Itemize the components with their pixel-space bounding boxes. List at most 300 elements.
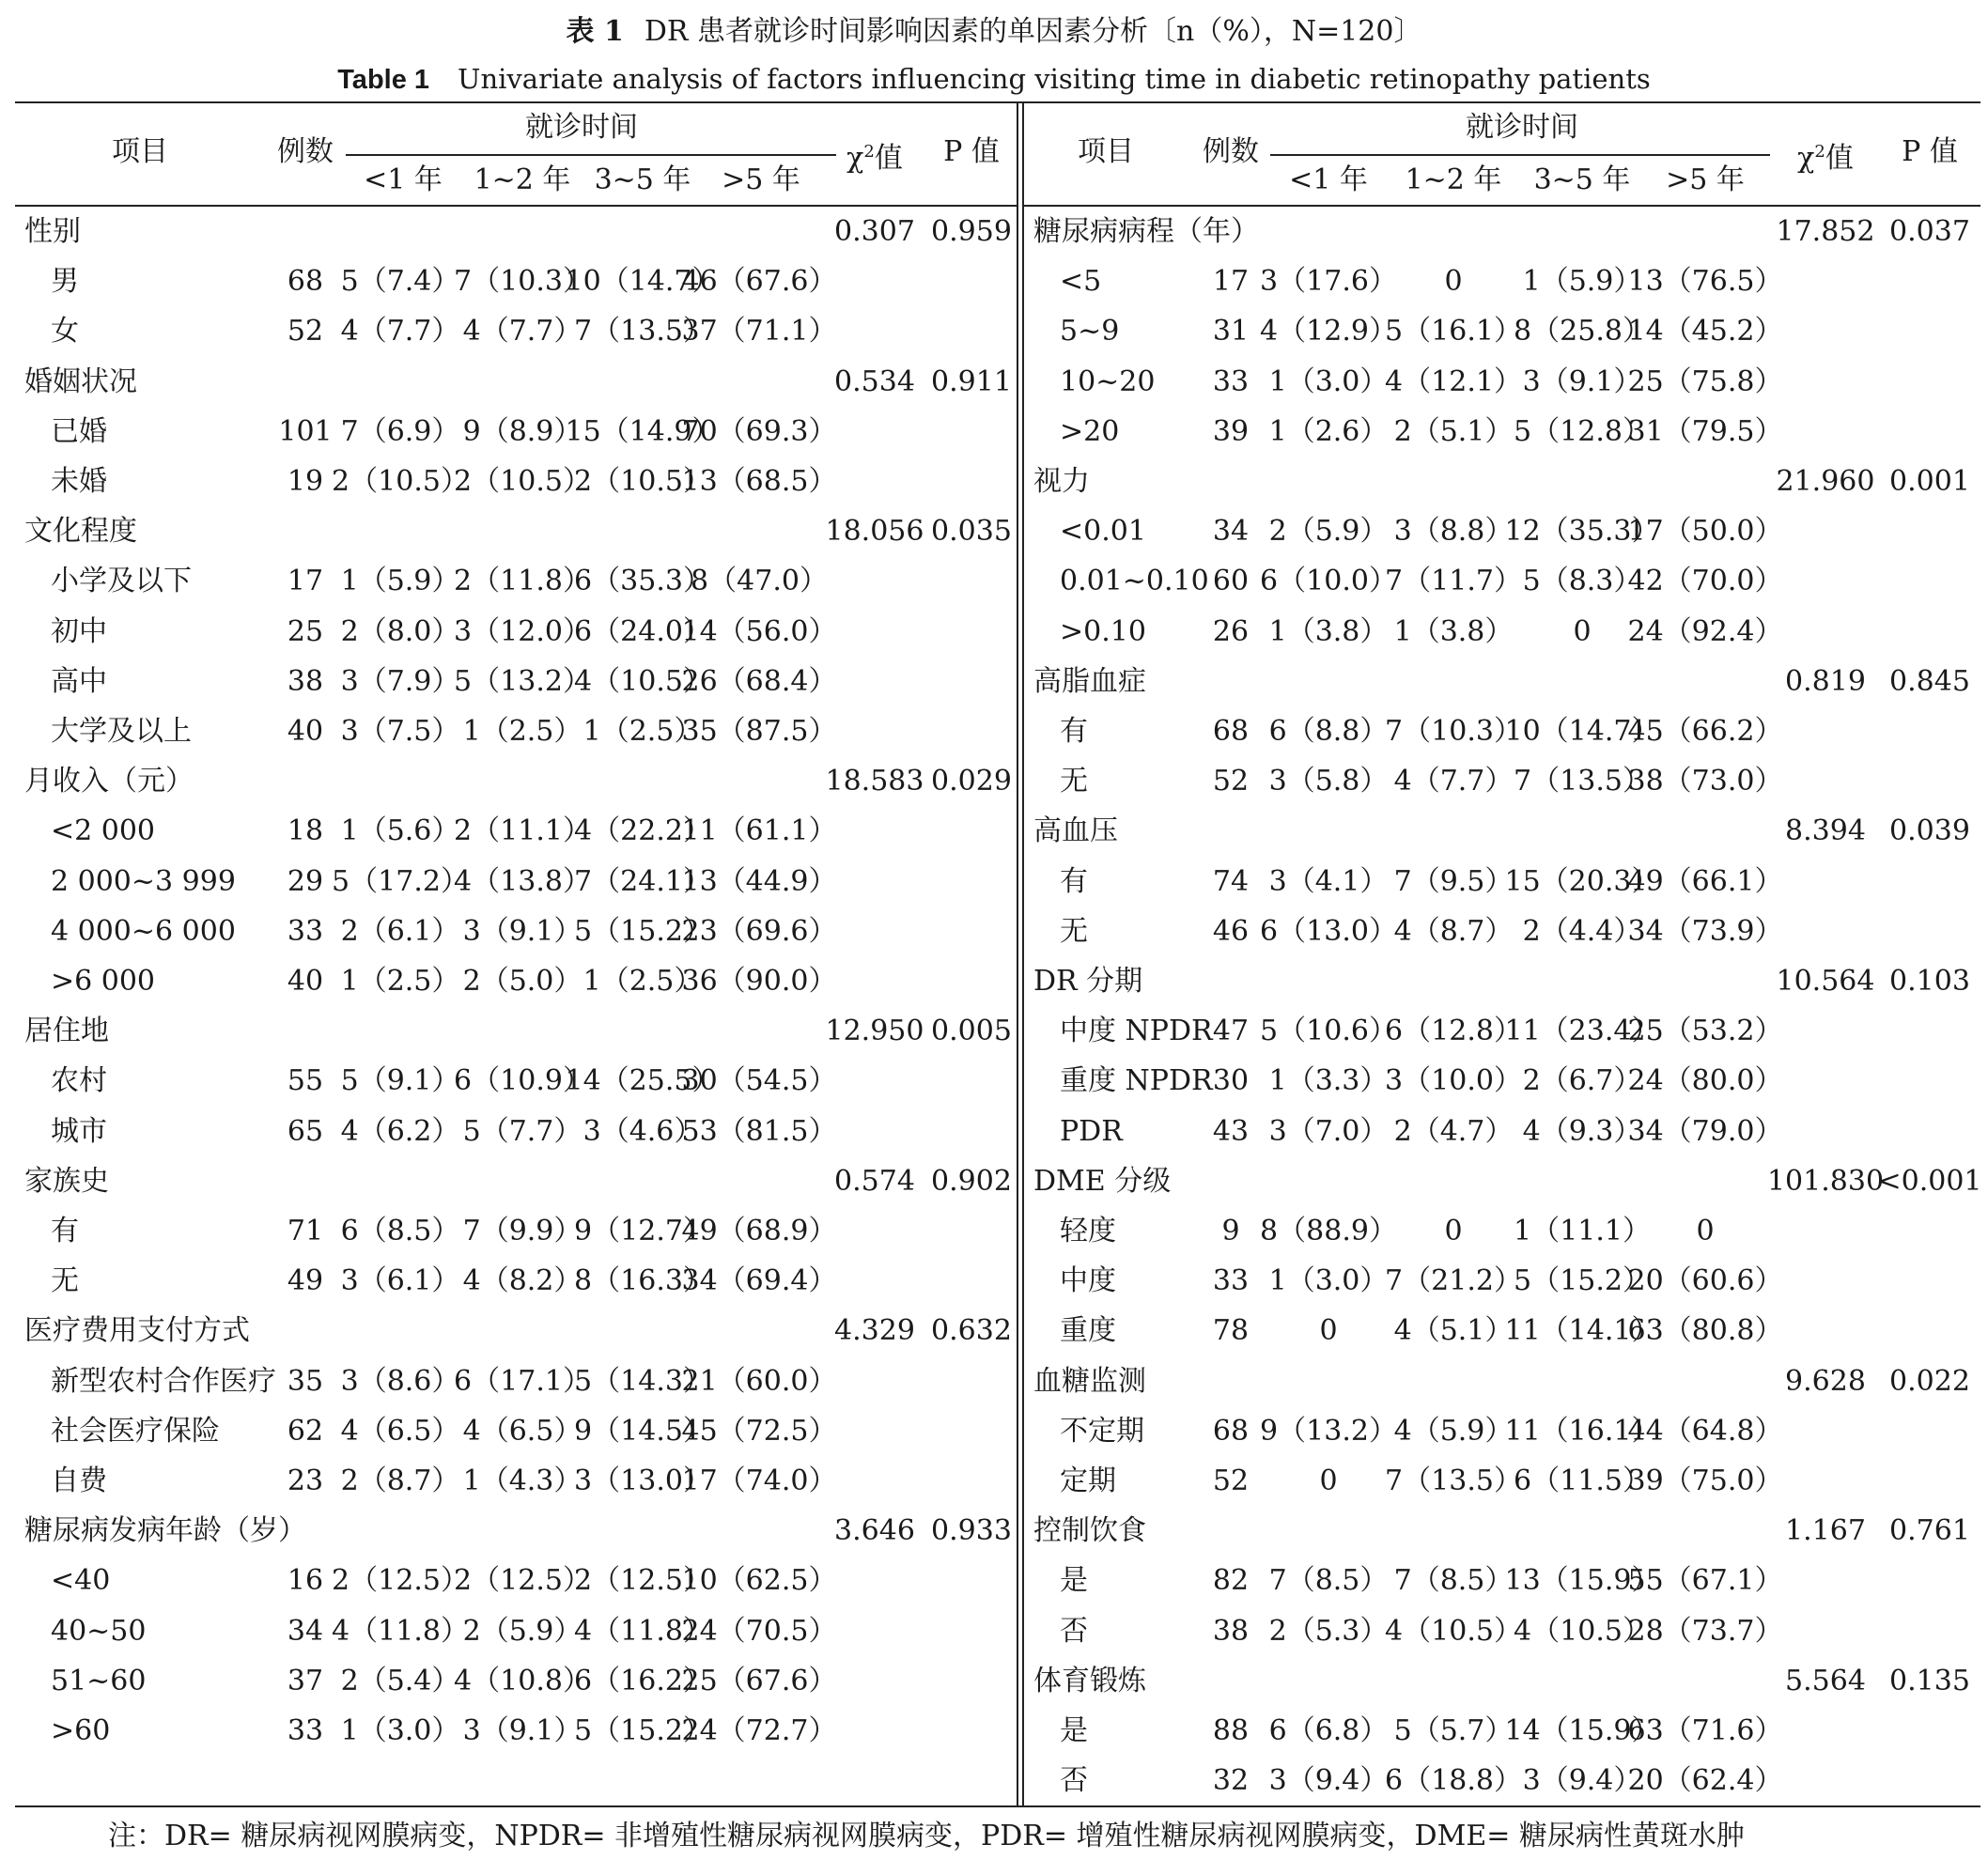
cell-gt5: 0 (1696, 1215, 1715, 1247)
cell-cases: 52 (1212, 765, 1250, 798)
table-group-row (1024, 1356, 1988, 1406)
cell-gt5: 13（68.5） (681, 465, 837, 498)
table-group-row (1024, 657, 1988, 706)
cell-1-2: 0 (1444, 265, 1463, 299)
row-label: 新型农村合作医疗 (51, 1364, 276, 1398)
cell-3-5: 2（4.4） (1522, 914, 1642, 948)
cell-gt5: 20（60.6） (1627, 1264, 1783, 1298)
cell-lt1: 0 (1319, 1314, 1338, 1348)
cell-cases: 68 (1212, 1414, 1250, 1448)
cell-1-2: 2（11.8） (454, 565, 591, 598)
cell-cases: 65 (287, 1114, 324, 1148)
cell-gt5: 45（66.2） (1627, 715, 1783, 748)
cell-lt1: 1（3.0） (1268, 364, 1389, 398)
table-row (15, 407, 1020, 457)
table-row (15, 806, 1020, 856)
cell-p-value: 0.035 (931, 515, 1012, 549)
row-label: 轻度 (1060, 1215, 1116, 1247)
table-row (1024, 1556, 1988, 1605)
row-label: 糖尿病病程（年） (1033, 215, 1259, 248)
cell-gt5: 42（70.0） (1627, 565, 1783, 598)
cell-3-5: 5（15.2） (1514, 1264, 1651, 1298)
cell-3-5: 8（16.3） (574, 1264, 711, 1298)
header-chi-square: $\chi^2$值 (1797, 142, 1854, 175)
table-group-row (15, 207, 1020, 256)
cell-1-2: 3（9.1） (462, 914, 582, 948)
header-cases: 例数 (1203, 135, 1259, 168)
cell-gt5: 14（56.0） (681, 614, 837, 648)
row-label: 中度 (1060, 1264, 1116, 1298)
table-group-row (15, 357, 1020, 407)
row-label: <0.01 (1060, 515, 1146, 549)
cell-1-2: 3（8.8） (1393, 515, 1514, 549)
row-label: 居住地 (24, 1015, 109, 1048)
cell-cases: 23 (287, 1464, 324, 1497)
cell-1-2: 4（10.8） (454, 1664, 591, 1697)
cell-3-5: 10（14.7） (565, 265, 721, 299)
cell-p-value: 0.029 (931, 765, 1012, 798)
cell-3-5: 15（20.3） (1504, 864, 1660, 898)
row-label: 体育锻炼 (1033, 1664, 1146, 1697)
table-group-row (15, 1306, 1020, 1356)
cell-cases: 52 (1212, 1464, 1250, 1497)
cell-lt1: 2（10.5） (332, 465, 469, 498)
table-row (15, 857, 1020, 907)
row-label: PDR (1060, 1114, 1123, 1148)
cell-cases: 74 (1212, 864, 1250, 898)
cell-lt1: 1（3.8） (1268, 614, 1389, 648)
cell-cases: 33 (1212, 364, 1250, 398)
cell-cases: 88 (1212, 1714, 1250, 1747)
row-label: 不定期 (1060, 1414, 1144, 1448)
cell-gt5: 34（73.9） (1627, 914, 1783, 948)
header-3-5: 3~5 年 (594, 163, 691, 196)
header-3-5: 3~5 年 (1533, 163, 1631, 196)
cell-p-value: 0.001 (1889, 465, 1970, 498)
cell-1-2: 2（10.5） (454, 465, 591, 498)
table-row (15, 706, 1020, 756)
cell-1-2: 5（7.7） (462, 1114, 582, 1148)
cell-chi-square: 18.583 (825, 765, 924, 798)
row-label: DME 分级 (1033, 1164, 1172, 1198)
cell-gt5: 8（47.0） (691, 565, 828, 598)
table-row (15, 256, 1020, 306)
cell-1-2: 4（10.5） (1385, 1614, 1522, 1648)
cell-gt5: 17（50.0） (1627, 515, 1783, 549)
cell-cases: 33 (287, 914, 324, 948)
row-label: 无 (1060, 765, 1088, 798)
header-1-2: 1~2 年 (474, 163, 571, 196)
table-row (1024, 607, 1988, 657)
cell-cases: 43 (1212, 1114, 1250, 1148)
cell-cases: 68 (287, 265, 324, 299)
table-group-row (1024, 457, 1988, 506)
cell-1-2: 3（12.0） (454, 614, 591, 648)
cell-p-value: 0.037 (1889, 215, 1970, 248)
cell-lt1: 4（6.5） (340, 1414, 460, 1448)
cell-3-5: 14（25.5） (565, 1064, 721, 1098)
table-row (1024, 1606, 1988, 1656)
cell-lt1: 4（6.2） (340, 1114, 460, 1148)
table-right-half (1024, 101, 1988, 1811)
table-title-en: Univariate analysis of factors influencing visiting time in diabetic retinopathy patients (458, 63, 1651, 95)
cell-lt1: 6（10.0） (1260, 565, 1397, 598)
cell-lt1: 3（8.6） (340, 1364, 460, 1398)
row-label: DR 分期 (1033, 965, 1143, 998)
cell-chi-square: 9.628 (1785, 1364, 1866, 1398)
cell-3-5: 7（24.1） (574, 864, 711, 898)
cell-chi-square: 1.167 (1785, 1514, 1866, 1548)
header-sub-rule (1270, 154, 1770, 156)
cell-chi-square: 0.307 (834, 215, 915, 248)
table-caption-cn (0, 11, 1988, 53)
cell-lt1: 1（3.0） (340, 1714, 460, 1747)
cell-cases: 78 (1212, 1314, 1250, 1348)
header-p-value: P 值 (1902, 135, 1958, 168)
row-label: 40~50 (51, 1614, 147, 1648)
table-row (15, 907, 1020, 956)
cell-3-5: 4（22.2） (574, 814, 711, 848)
row-label: 家族史 (24, 1164, 109, 1198)
cell-p-value: 0.761 (1889, 1514, 1970, 1548)
cell-gt5: 20（62.4） (1627, 1764, 1783, 1798)
cell-1-2: 0 (1444, 1215, 1463, 1247)
cell-lt1: 7（6.9） (340, 414, 460, 448)
table-row (15, 1406, 1020, 1456)
cell-cases: 40 (287, 715, 324, 748)
row-label: 重度 NPDR (1060, 1064, 1213, 1098)
cell-1-2: 7（10.3） (1385, 715, 1522, 748)
cell-cases: 25 (287, 614, 324, 648)
table-row (15, 306, 1020, 356)
table-row (15, 657, 1020, 706)
cell-p-value: <0.001 (1877, 1164, 1982, 1198)
cell-lt1: 2（5.4） (340, 1664, 460, 1697)
cell-lt1: 8（88.9） (1260, 1215, 1397, 1247)
table-label-en: Table 1 (337, 65, 430, 95)
cell-3-5: 1（2.5） (582, 715, 703, 748)
cell-3-5: 3（4.6） (582, 1114, 703, 1148)
row-label: 否 (1060, 1614, 1088, 1648)
table-row (1024, 1406, 1988, 1456)
cell-lt1: 5（10.6） (1260, 1015, 1397, 1048)
cell-cases: 37 (287, 1664, 324, 1697)
cell-cases: 34 (1212, 515, 1250, 549)
cell-gt5: 63（80.8） (1627, 1314, 1783, 1348)
cell-gt5: 24（72.7） (681, 1714, 837, 1747)
row-label: >0.10 (1060, 614, 1146, 648)
cell-chi-square: 5.564 (1785, 1664, 1866, 1697)
cell-1-2: 2（4.7） (1393, 1114, 1514, 1148)
header-chi-square: $\chi^2$值 (846, 142, 903, 175)
cell-cases: 52 (287, 315, 324, 349)
cell-p-value: 0.632 (931, 1314, 1012, 1348)
cell-3-5: 9（12.7） (574, 1215, 711, 1247)
cell-gt5: 46（67.6） (681, 265, 837, 299)
cell-p-value: 0.959 (931, 215, 1012, 248)
cell-gt5: 63（71.6） (1627, 1714, 1783, 1747)
cell-3-5: 11（16.1） (1504, 1414, 1660, 1448)
cell-cases: 62 (287, 1414, 324, 1448)
row-label: 自费 (51, 1464, 107, 1497)
table-row (1024, 857, 1988, 907)
row-label: 月收入（元） (24, 765, 194, 798)
cell-gt5: 34（69.4） (681, 1264, 837, 1298)
cell-1-2: 7（8.5） (1393, 1564, 1514, 1598)
cell-3-5: 5（8.3） (1522, 565, 1642, 598)
row-label: 否 (1060, 1764, 1088, 1798)
cell-1-2: 3（10.0） (1385, 1064, 1522, 1098)
table-caption-en (0, 58, 1988, 101)
table-row (15, 1456, 1020, 1506)
cell-p-value: 0.911 (931, 364, 1012, 398)
header-p-value: P 值 (943, 135, 1000, 168)
table-group-row (1024, 956, 1988, 1006)
cell-lt1: 5（9.1） (340, 1064, 460, 1098)
row-label: 有 (1060, 715, 1088, 748)
cell-lt1: 1（2.6） (1268, 414, 1389, 448)
cell-chi-square: 12.950 (825, 1015, 924, 1048)
cell-p-value: 0.022 (1889, 1364, 1970, 1398)
table-title-cn: DR 患者就诊时间影响因素的单因素分析〔n（%），N=120〕 (644, 15, 1422, 48)
cell-gt5: 31（79.5） (1627, 414, 1783, 448)
table-group-row (15, 1506, 1020, 1556)
cell-1-2: 6（12.8） (1385, 1015, 1522, 1048)
cell-lt1: 2（5.3） (1268, 1614, 1389, 1648)
row-label: 小学及以下 (51, 565, 192, 598)
cell-cases: 101 (278, 414, 333, 448)
cell-gt5: 70（69.3） (681, 414, 837, 448)
cell-1-2: 4（8.2） (462, 1264, 582, 1298)
cell-1-2: 4（5.9） (1393, 1414, 1514, 1448)
table-footnote: 注：DR= 糖尿病视网膜病变，NPDR= 非增殖性糖尿病视网膜病变，PDR= 增殖性糖尿病视网膜病变，DME= 糖尿病性黄斑水肿 (108, 1820, 1745, 1852)
table-row (15, 556, 1020, 606)
row-label: 初中 (51, 614, 107, 648)
cell-lt1: 2（8.0） (340, 614, 460, 648)
row-label: >60 (51, 1714, 111, 1747)
cell-chi-square: 0.534 (834, 364, 915, 398)
cell-3-5: 1（5.9） (1522, 265, 1642, 299)
cell-lt1: 9（13.2） (1260, 1414, 1397, 1448)
cell-3-5: 3（13.0） (574, 1464, 711, 1497)
table-group-row (1024, 1156, 1988, 1206)
cell-cases: 26 (1212, 614, 1250, 648)
cell-gt5: 24（70.5） (681, 1614, 837, 1648)
header-lt1: <1 年 (1289, 163, 1368, 196)
row-label: 女 (51, 315, 79, 349)
row-label: >20 (1060, 414, 1120, 448)
cell-1-2: 1（2.5） (462, 715, 582, 748)
cell-1-2: 2（11.1） (454, 814, 591, 848)
cell-cases: 31 (1212, 315, 1250, 349)
cell-chi-square: 10.564 (1776, 965, 1875, 998)
table-group-row (1024, 806, 1988, 856)
cell-lt1: 1（3.0） (1268, 1264, 1389, 1298)
cell-gt5: 35（87.5） (681, 715, 837, 748)
cell-3-5: 2（10.5） (574, 465, 711, 498)
cell-3-5: 4（11.8） (574, 1614, 711, 1648)
cell-gt5: 49（66.1） (1627, 864, 1783, 898)
cell-cases: 33 (1212, 1264, 1250, 1298)
table-row (15, 1107, 1020, 1156)
header-cases: 例数 (277, 135, 334, 168)
row-label: 无 (1060, 914, 1088, 948)
cell-1-2: 7（9.5） (1393, 864, 1514, 898)
row-label: 控制饮食 (1033, 1514, 1146, 1548)
row-label: 已婚 (51, 414, 107, 448)
table-row (15, 1606, 1020, 1656)
row-label: 大学及以上 (51, 715, 192, 748)
cell-gt5: 25（67.6） (681, 1664, 837, 1697)
cell-gt5: 17（74.0） (681, 1464, 837, 1497)
cell-1-2: 7（11.7） (1385, 565, 1522, 598)
row-label: 有 (1060, 864, 1088, 898)
table-row (1024, 1206, 1988, 1256)
cell-3-5: 6（16.2） (574, 1664, 711, 1697)
cell-gt5: 14（45.2） (1627, 315, 1783, 349)
cell-1-2: 7（13.5） (1385, 1464, 1522, 1497)
table-group-row (1024, 1656, 1988, 1706)
cell-p-value: 0.039 (1889, 814, 1970, 848)
cell-gt5: 13（44.9） (681, 864, 837, 898)
cell-1-2: 4（6.5） (462, 1414, 582, 1448)
cell-gt5: 36（90.0） (681, 965, 837, 998)
cell-1-2: 2（5.1） (1393, 414, 1514, 448)
cell-gt5: 26（68.4） (681, 664, 837, 698)
cell-1-2: 9（8.9） (462, 414, 582, 448)
header-1-2: 1~2 年 (1405, 163, 1502, 196)
cell-cases: 49 (287, 1264, 324, 1298)
row-label: 重度 (1060, 1314, 1116, 1348)
cell-1-2: 1（4.3） (462, 1464, 582, 1497)
cell-1-2: 5（16.1） (1385, 315, 1522, 349)
cell-cases: 16 (287, 1564, 324, 1598)
cell-chi-square: 3.646 (834, 1514, 915, 1548)
cell-lt1: 2（12.5） (332, 1564, 469, 1598)
cell-3-5: 0 (1573, 614, 1592, 648)
cell-cases: 17 (1212, 265, 1250, 299)
row-label: 2 000~3 999 (51, 864, 236, 898)
cell-lt1: 5（7.4） (340, 265, 460, 299)
table-left-half (15, 101, 1020, 1811)
cell-gt5: 39（75.0） (1627, 1464, 1783, 1497)
cell-cases: 47 (1212, 1015, 1250, 1048)
cell-1-2: 2（12.5） (454, 1564, 591, 1598)
row-label: 农村 (51, 1064, 107, 1098)
cell-3-5: 12（35.3） (1504, 515, 1660, 549)
cell-gt5: 10（62.5） (681, 1564, 837, 1598)
cell-1-2: 3（9.1） (462, 1714, 582, 1747)
row-label: 是 (1060, 1714, 1088, 1747)
table-row (1024, 1456, 1988, 1506)
header-visit-time: 就诊时间 (1466, 111, 1578, 144)
cell-gt5: 53（81.5） (681, 1114, 837, 1148)
cell-lt1: 0 (1319, 1464, 1338, 1497)
cell-1-2: 7（21.2） (1385, 1264, 1522, 1298)
table-group-row (1024, 1506, 1988, 1556)
row-label: 0.01~0.10 (1060, 565, 1209, 598)
cell-3-5: 4（10.5） (574, 664, 711, 698)
cell-1-2: 5（5.7） (1393, 1714, 1514, 1747)
row-label: 婚姻状况 (24, 364, 137, 398)
row-label: 视力 (1033, 465, 1090, 498)
cell-cases: 71 (287, 1215, 324, 1247)
cell-chi-square: 101.830 (1766, 1164, 1885, 1198)
table-row (1024, 306, 1988, 356)
cell-3-5: 14（15.9） (1504, 1714, 1660, 1747)
cell-lt1: 3（6.1） (340, 1264, 460, 1298)
row-label: 中度 NPDR (1060, 1015, 1213, 1048)
cell-gt5: 44（64.8） (1627, 1414, 1783, 1448)
cell-3-5: 3（9.1） (1522, 364, 1642, 398)
cell-1-2: 6（18.8） (1385, 1764, 1522, 1798)
cell-1-2: 1（3.8） (1393, 614, 1514, 648)
cell-cases: 38 (1212, 1614, 1250, 1648)
cell-lt1: 3（7.9） (340, 664, 460, 698)
row-label: 5~9 (1060, 315, 1120, 349)
table-group-row (15, 1006, 1020, 1056)
cell-cases: 68 (1212, 715, 1250, 748)
cell-lt1: 1（5.9） (340, 565, 460, 598)
table-row (1024, 1306, 1988, 1356)
cell-3-5: 6（24.0） (574, 614, 711, 648)
cell-3-5: 5（15.2） (574, 914, 711, 948)
cell-cases: 40 (287, 965, 324, 998)
row-label: 未婚 (51, 465, 107, 498)
header-gt5: >5 年 (722, 163, 800, 196)
cell-lt1: 2（8.7） (340, 1464, 460, 1497)
cell-cases: 29 (287, 864, 324, 898)
cell-3-5: 2（12.5） (574, 1564, 711, 1598)
table-row (1024, 1056, 1988, 1106)
cell-lt1: 6（8.8） (1268, 715, 1389, 748)
cell-3-5: 10（14.7） (1504, 715, 1660, 748)
cell-chi-square: 18.056 (825, 515, 924, 549)
cell-lt1: 3（9.4） (1268, 1764, 1389, 1798)
cell-1-2: 6（10.9） (454, 1064, 591, 1098)
table-label-cn: 表 1 (566, 15, 624, 48)
cell-3-5: 1（11.1） (1514, 1215, 1651, 1247)
header-item: 项目 (112, 135, 168, 168)
cell-cases: 30 (1212, 1064, 1250, 1098)
cell-1-2: 2（5.9） (462, 1614, 582, 1648)
cell-3-5: 15（14.9） (565, 414, 721, 448)
row-label: 定期 (1060, 1464, 1116, 1497)
cell-cases: 17 (287, 565, 324, 598)
cell-1-2: 4（7.7） (462, 315, 582, 349)
table-row (15, 1556, 1020, 1605)
cell-cases: 60 (1212, 565, 1250, 598)
row-label: <40 (51, 1564, 111, 1598)
table-row (15, 457, 1020, 506)
cell-lt1: 4（11.8） (332, 1614, 469, 1648)
cell-gt5: 34（79.0） (1627, 1114, 1783, 1148)
table-row (1024, 756, 1988, 806)
cell-1-2: 7（10.3） (454, 265, 591, 299)
cell-gt5: 25（53.2） (1627, 1015, 1783, 1048)
table-row (1024, 907, 1988, 956)
cell-p-value: 0.902 (931, 1164, 1012, 1198)
table-row (1024, 706, 1988, 756)
cell-3-5: 5（15.2） (574, 1714, 711, 1747)
cell-gt5: 25（75.8） (1627, 364, 1783, 398)
cell-cases: 19 (287, 465, 324, 498)
cell-cases: 55 (287, 1064, 324, 1098)
header-lt1: <1 年 (364, 163, 443, 196)
header-sub-rule (346, 154, 836, 156)
row-label: <5 (1060, 265, 1102, 299)
cell-3-5: 5（14.3） (574, 1364, 711, 1398)
